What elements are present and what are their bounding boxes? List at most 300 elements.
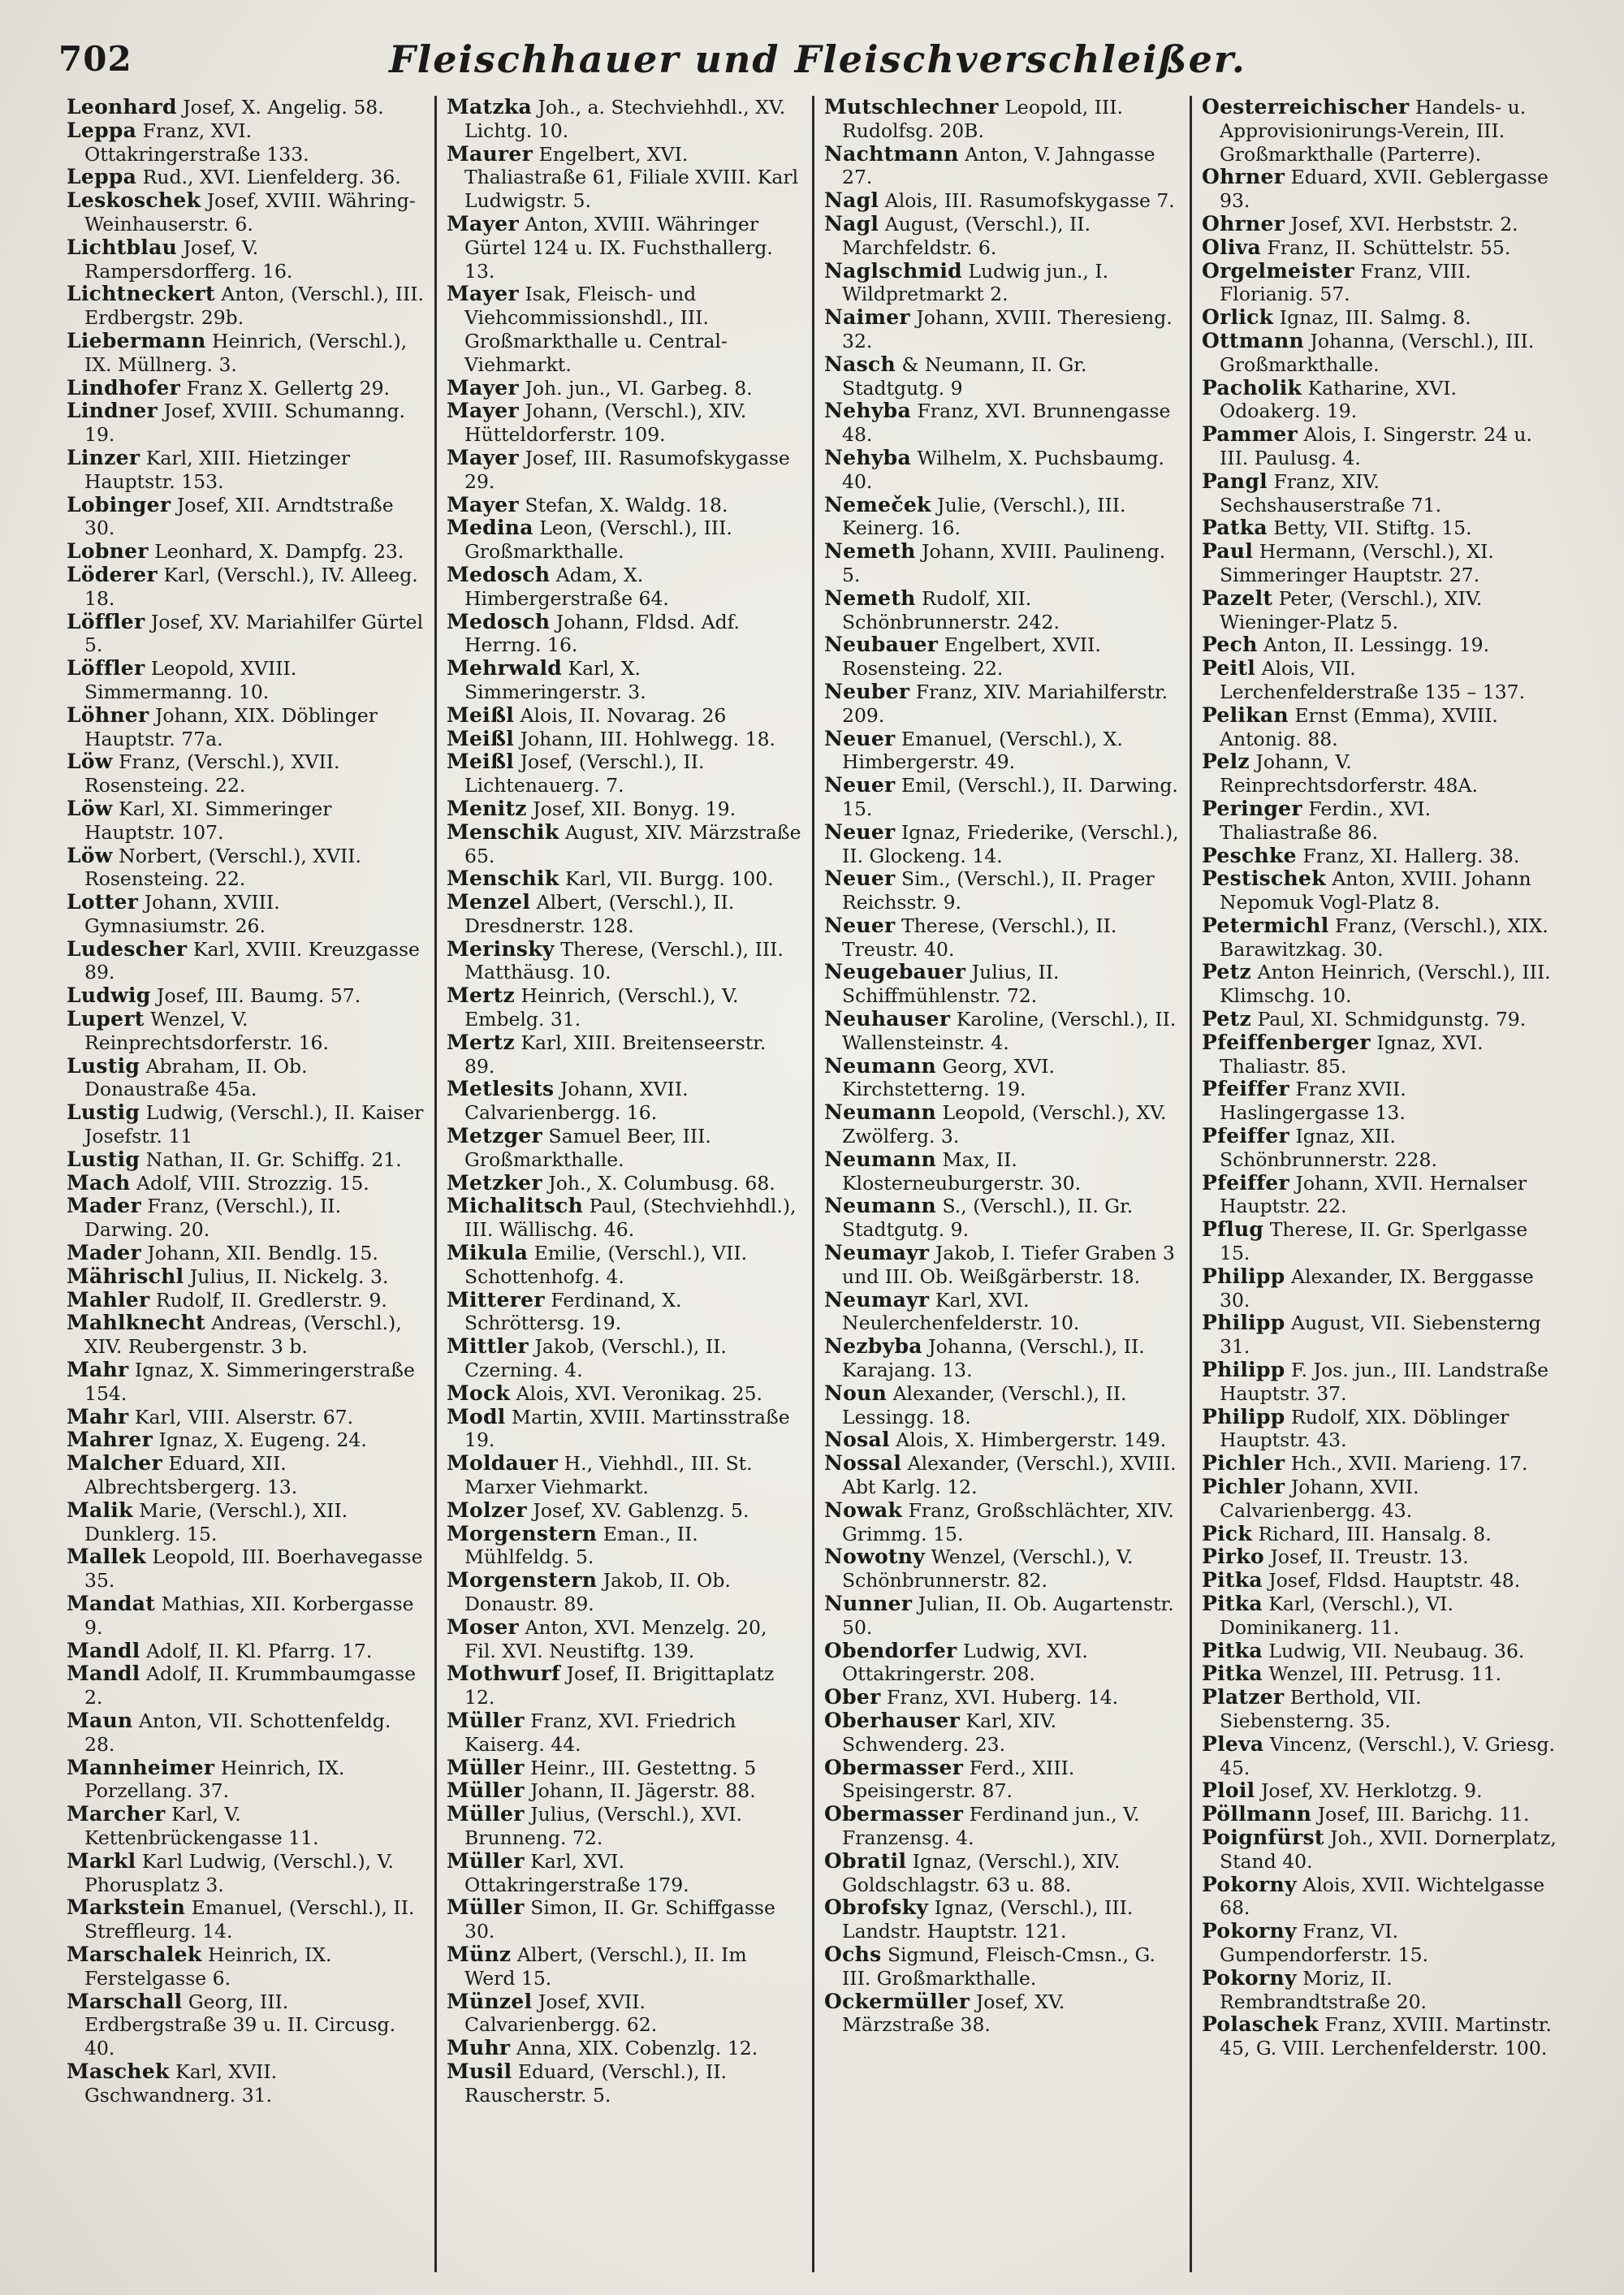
- entry-name: Mayer: [447, 375, 519, 400]
- entry-name: Menschik: [447, 867, 559, 891]
- entry-name: Mandat: [67, 1592, 156, 1615]
- page-title: Fleischhauer und Fleischverschleißer.: [389, 37, 1246, 81]
- entry-name: Metzker: [447, 1170, 542, 1195]
- entry-details: Leopold, XVIII. Simmermanng. 10.: [84, 657, 297, 703]
- directory-entry: [447, 1990, 802, 2038]
- entry-name: Ludwig: [67, 983, 151, 1008]
- directory-entry: [447, 891, 802, 938]
- entry-details: Anton Heinrich, (Verschl.), III. Klimschg. 10.: [1220, 961, 1551, 1008]
- directory-entry: [447, 1172, 802, 1195]
- directory-entry: [67, 750, 425, 797]
- entry-name: Nagl: [824, 188, 879, 213]
- entry-details: Albert, (Verschl.), II. Im Werd 15.: [464, 1943, 747, 1990]
- entry-name: Mannheimer: [67, 1755, 215, 1779]
- entry-details: Josef, XVIII. Schumanng. 19.: [84, 400, 406, 447]
- entry-details: Josef, XVI. Herbststr. 2.: [1290, 212, 1518, 236]
- directory-entry: [447, 704, 802, 728]
- directory-entry: [1202, 1545, 1557, 1569]
- entry-name: Neuer: [824, 819, 896, 844]
- entry-details: Josef, (Verschl.), II. Lichtenauerg. 7.: [464, 750, 705, 797]
- directory-entry: [67, 119, 425, 166]
- directory-entry: [447, 657, 802, 704]
- entry-details: Johann, XVII. Calvarienbergg. 43.: [1220, 1476, 1419, 1522]
- entry-name: Lichtblau: [67, 235, 178, 259]
- directory-entry: [824, 213, 1180, 260]
- directory-entry: [1202, 1125, 1557, 1172]
- entry-details: Berthold, VII. Siebensterng. 35.: [1220, 1686, 1422, 1732]
- entry-details: Josef, V. Rampersdorfferg. 16.: [84, 236, 293, 283]
- directory-entry: [824, 821, 1180, 868]
- entry-name: Leskoschek: [67, 188, 201, 213]
- directory-entry: [447, 1779, 802, 1803]
- directory-entry: [447, 1195, 802, 1242]
- entry-details: Peter, (Verschl.), XIV. Wieninger-Platz 5.: [1220, 586, 1483, 633]
- entry-name: Ottmann: [1202, 328, 1304, 352]
- entry-name: Löw: [67, 796, 113, 820]
- directory-entry: [824, 400, 1180, 447]
- directory-entry: [1202, 213, 1557, 236]
- entry-details: Josef, II. Treustr. 13.: [1270, 1545, 1469, 1569]
- directory-entry: [447, 1335, 802, 1382]
- directory-entry: [1202, 1967, 1557, 2014]
- directory-entry: [824, 914, 1180, 962]
- directory-entry: [67, 1499, 425, 1546]
- entry-name: Orlick: [1202, 305, 1274, 330]
- directory-entry: [824, 1640, 1180, 1687]
- entry-details: Sim., (Verschl.), II. Prager Reichsstr. 9.: [842, 867, 1155, 914]
- directory-entry: [1202, 1826, 1557, 1874]
- entry-name: Musil: [447, 2059, 512, 2083]
- directory-entry: [447, 984, 802, 1031]
- entry-details: Rudolf, XIX. Döblinger Hauptstr. 43.: [1220, 1405, 1510, 1452]
- entry-name: Pfeiffer: [1202, 1077, 1289, 1101]
- entry-name: Pazelt: [1202, 586, 1273, 610]
- entry-name: Leonhard: [67, 96, 177, 119]
- directory-entry: [824, 1686, 1180, 1709]
- entry-details: Joh., X. Columbusg. 68.: [548, 1171, 775, 1195]
- entry-details: Johann, Fldsd. Adf. Herrng. 16.: [464, 610, 740, 657]
- directory-entry: [824, 633, 1180, 681]
- entry-name: Lupert: [67, 1007, 145, 1031]
- entry-name: Nemeth: [824, 586, 916, 610]
- entry-details: Wenzel, III. Petrusg. 11.: [1268, 1662, 1502, 1686]
- entry-details: Adolf, II. Kl. Pfarrg. 17.: [146, 1639, 373, 1662]
- entry-details: Max, II. Klosterneuburgerstr. 30.: [842, 1148, 1082, 1195]
- entry-name: Petz: [1202, 960, 1251, 984]
- entry-details: Ferdin., XVI. Thaliastraße 86.: [1220, 797, 1432, 844]
- entry-details: Alois, VII. Lerchenfelderstraße 135 – 137.: [1220, 657, 1526, 703]
- directory-entry: [824, 728, 1180, 775]
- directory-entry: [447, 96, 802, 143]
- entry-details: Adolf, II. Krummbaumgasse 2.: [84, 1662, 417, 1709]
- directory-entry: [67, 657, 425, 704]
- directory-entry: [447, 1523, 802, 1570]
- entry-name: Paul: [1202, 539, 1254, 564]
- directory-entry: [1202, 1640, 1557, 1663]
- entry-details: Moriz, II. Rembrandtstraße 20.: [1220, 1966, 1427, 2013]
- entry-details: Karl, VII. Burgg. 100.: [564, 867, 774, 891]
- entry-name: Marschalek: [67, 1942, 202, 1966]
- entry-details: Mathias, XII. Korbergasse 9.: [84, 1593, 414, 1639]
- directory-entry: [1202, 961, 1557, 1008]
- directory-entry: [67, 611, 425, 658]
- entry-details: Franz, XVIII. Martinstr. 45, G. VIII. Lerchenfelderstr. 100.: [1220, 2013, 1552, 2060]
- directory-column-1: [57, 96, 434, 2272]
- entry-details: Rudolf, II. Gredlerstr. 9.: [155, 1288, 387, 1312]
- entry-details: Jakob, I. Tiefer Graben 3 und III. Ob. Weißgärberstr. 18.: [842, 1242, 1175, 1288]
- entry-details: Stefan, X. Waldg. 18.: [525, 493, 728, 516]
- directory-entry: [67, 1593, 425, 1640]
- directory-entry: [447, 1452, 802, 1499]
- directory-entry: [824, 1499, 1180, 1546]
- directory-entry: [1202, 516, 1557, 540]
- entry-name: Pelz: [1202, 750, 1250, 774]
- entry-details: Engelbert, XVI. Thaliastraße 61, Filiale XVIII. Karl Ludwigstr. 5.: [464, 142, 799, 213]
- entry-details: Leopold, III. Boerhavegasse 35.: [84, 1545, 423, 1593]
- directory-entry: [447, 1757, 802, 1780]
- directory-entry: [824, 1382, 1180, 1429]
- entry-name: Pfeiffer: [1202, 1170, 1289, 1195]
- directory-entry: [447, 611, 802, 658]
- entry-details: Josef, XV. Mariahilfer Gürtel 5.: [84, 610, 424, 657]
- directory-entry: [824, 681, 1180, 728]
- entry-details: Anton, VII. Schottenfeldg. 28.: [84, 1709, 391, 1756]
- entry-details: Karl Ludwig, (Verschl.), V. Phorusplatz 3.: [84, 1849, 394, 1896]
- entry-name: Neumayr: [824, 1287, 930, 1312]
- entry-details: Julius, II. Schiffmühlenstr. 72.: [842, 961, 1060, 1008]
- directory-entry: [824, 143, 1180, 190]
- directory-entry: [67, 938, 425, 985]
- entry-details: Josef, XV. Herklotzg. 9.: [1260, 1779, 1483, 1803]
- entry-name: Menzel: [447, 890, 531, 914]
- directory-entry: [1202, 1452, 1557, 1476]
- entry-details: Handels- u. Approvisionirungs-Verein, III. Großmarkthalle (Parterre).: [1220, 96, 1527, 166]
- entry-details: Josef, XII. Bonyg. 19.: [533, 797, 736, 820]
- entry-name: Medina: [447, 516, 533, 540]
- entry-name: Markstein: [67, 1895, 186, 1920]
- directory-entry: [67, 1242, 425, 1265]
- directory-entry: [67, 564, 425, 611]
- entry-name: Müller: [447, 1708, 525, 1732]
- entry-details: Julian, II. Ob. Augartenstr. 50.: [842, 1593, 1174, 1639]
- entry-details: Emanuel, (Verschl.), II. Streffleurg. 14.: [84, 1896, 415, 1943]
- directory-entry: [447, 1569, 802, 1616]
- directory-entry: [447, 750, 802, 797]
- entry-name: Neuer: [824, 913, 896, 937]
- entry-name: Pichler: [1202, 1475, 1285, 1499]
- entry-details: Joh., XVII. Dornerplatz, Stand 40.: [1220, 1826, 1557, 1873]
- entry-details: Betty, VII. Stiftg. 15.: [1273, 516, 1472, 540]
- entry-details: Heinr., III. Gestettng. 5: [530, 1756, 757, 1779]
- directory-entry: [1202, 1218, 1557, 1265]
- entry-name: Müller: [447, 1802, 525, 1826]
- entry-name: Pfeiffenberger: [1202, 1030, 1371, 1054]
- entry-details: Johann, XVII. Calvarienbergg. 16.: [464, 1078, 689, 1125]
- entry-details: Johann, XVIII. Gymnasiumstr. 26.: [84, 891, 280, 937]
- entry-name: Nagl: [824, 211, 879, 236]
- directory-entry: [67, 400, 425, 447]
- directory-entry: [1202, 797, 1557, 845]
- entry-details: Heinrich, (Verschl.), IX. Müllnerg. 3.: [84, 329, 408, 376]
- entry-details: Engelbert, XVII. Rosensteing. 22.: [842, 633, 1101, 681]
- directory-entry: [447, 1709, 802, 1757]
- entry-name: Muhr: [447, 2036, 511, 2060]
- entry-name: Ludescher: [67, 936, 188, 961]
- directory-entry: [824, 961, 1180, 1008]
- entry-name: Polaschek: [1202, 2012, 1319, 2037]
- entry-details: Alois, XVI. Veronikag. 25.: [516, 1381, 763, 1405]
- entry-name: Pick: [1202, 1521, 1253, 1545]
- entry-name: Neuer: [824, 726, 896, 750]
- entry-details: Karl, XIII. Breitenseerstr. 89.: [464, 1031, 767, 1078]
- entry-name: Neuber: [824, 679, 910, 703]
- directory-entry: [824, 306, 1180, 353]
- directory-entry: [67, 1312, 425, 1359]
- entry-details: Ludwig, (Verschl.), II. Kaiser Josefstr. 11: [84, 1101, 424, 1148]
- entry-name: Maurer: [447, 141, 533, 166]
- entry-details: Martin, XVIII. Martinsstraße 19.: [464, 1405, 790, 1452]
- entry-name: Petermichl: [1202, 913, 1329, 937]
- entry-name: Mader: [67, 1194, 141, 1218]
- directory-entry: [447, 2060, 802, 2107]
- entry-name: Obermasser: [824, 1802, 964, 1826]
- entry-name: Neumann: [824, 1100, 937, 1125]
- entry-details: Anton, II. Lessingg. 19.: [1263, 633, 1490, 657]
- directory-entry: [67, 1195, 425, 1242]
- entry-details: Franz, XVI. Huberg. 14.: [887, 1686, 1119, 1709]
- entry-details: Johann, II. Jägerstr. 88.: [530, 1779, 756, 1803]
- entry-details: Heinrich, (Verschl.), V. Embelg. 31.: [464, 984, 739, 1031]
- entry-details: Sigmund, Fleisch-Cmsn., G. III. Großmarkthalle.: [842, 1943, 1155, 1990]
- entry-name: Morgenstern: [447, 1568, 598, 1593]
- entry-name: Metlesits: [447, 1077, 555, 1101]
- directory-entry: [1202, 867, 1557, 914]
- entry-name: Nezbyba: [824, 1334, 922, 1359]
- directory-column-4: [1190, 96, 1567, 2272]
- entry-name: Pleva: [1202, 1731, 1264, 1756]
- entry-details: Anton, XVIII. Währinger Gürtel 124 u. IX. Fuchsthallerg. 13.: [464, 212, 773, 283]
- entry-name: Nowotny: [824, 1545, 926, 1569]
- directory-entry: [67, 797, 425, 845]
- directory-entry: [1202, 1008, 1557, 1031]
- entry-details: Isak, Fleisch- und Viehcommissionshdl., III. Großmarkthalle u. Central-Viehmarkt.: [464, 283, 728, 376]
- directory-entry: [447, 2037, 802, 2060]
- entry-name: Nehyba: [824, 445, 911, 469]
- entry-details: Ignaz, XVI. Thaliastr. 85.: [1220, 1031, 1484, 1078]
- entry-name: Marcher: [67, 1802, 166, 1826]
- directory-entry: [67, 1662, 425, 1709]
- entry-details: Josef, III. Barichg. 11.: [1317, 1803, 1530, 1826]
- directory-entry: [67, 1757, 425, 1804]
- directory-entry: [1202, 1874, 1557, 1921]
- entry-name: Pitka: [1202, 1568, 1263, 1593]
- entry-details: Josef, XVIII. Währing-Weinhauserstr. 6.: [84, 189, 416, 236]
- entry-name: Ploil: [1202, 1779, 1255, 1803]
- entry-details: Joh., a. Stechviehhdl., XV. Lichtg. 10.: [464, 96, 786, 142]
- directory-entry: [824, 1593, 1180, 1640]
- entry-details: Karl, XIV. Schwenderg. 23.: [842, 1709, 1057, 1756]
- entry-name: Molzer: [447, 1498, 527, 1522]
- entry-details: Karl, XVIII. Kreuzgasse 89.: [84, 937, 420, 984]
- directory-entry: [67, 189, 425, 236]
- entry-name: Obendorfer: [824, 1638, 957, 1662]
- directory-entry: [67, 1990, 425, 2060]
- directory-entry: [1202, 377, 1557, 424]
- entry-name: Poignfürst: [1202, 1825, 1324, 1849]
- entry-name: Naimer: [824, 305, 910, 330]
- entry-name: Pitka: [1202, 1592, 1263, 1615]
- directory-entry: [824, 1335, 1180, 1382]
- entry-name: Orgelmeister: [1202, 258, 1354, 283]
- entry-details: August, XIV. Märzstraße 65.: [464, 820, 801, 867]
- entry-name: Mandl: [67, 1662, 140, 1686]
- entry-details: Eduard, (Verschl.), II. Rauscherstr. 5.: [464, 2059, 728, 2107]
- directory-entry: [824, 447, 1180, 494]
- directory-entry: [1202, 1779, 1557, 1803]
- directory-entry: [67, 891, 425, 938]
- directory-entry: [447, 1943, 802, 1990]
- directory-column-3: [812, 96, 1190, 2272]
- entry-name: Medosch: [447, 562, 551, 586]
- directory-entry: [447, 1242, 802, 1289]
- entry-name: Mayer: [447, 282, 519, 306]
- directory-entry: [67, 236, 425, 283]
- entry-name: Neumann: [824, 1147, 937, 1171]
- entry-details: Karl, X. Simmeringerstr. 3.: [464, 657, 646, 703]
- entry-details: Ignaz, X. Eugeng. 24.: [158, 1428, 367, 1452]
- entry-name: Obrofsky: [824, 1895, 929, 1920]
- entry-name: Oberhauser: [824, 1708, 961, 1732]
- directory-entry: [1202, 166, 1557, 213]
- directory-entry: [67, 1055, 425, 1102]
- entry-name: Mutschlechner: [824, 96, 999, 119]
- entry-details: Franz, (Verschl.), XVII. Rosensteing. 22.: [84, 750, 340, 797]
- entry-name: Mallek: [67, 1545, 146, 1569]
- directory-entry: [1202, 1172, 1557, 1219]
- entry-details: Julius, (Verschl.), XVI. Brunneng. 72.: [464, 1803, 742, 1849]
- entry-name: Mehrwald: [447, 656, 563, 681]
- entry-name: Maun: [67, 1708, 133, 1732]
- entry-details: Anna, XIX. Cobenzlg. 12.: [516, 2037, 758, 2060]
- entry-name: Nasch: [824, 352, 896, 376]
- directory-entry: [67, 1640, 425, 1663]
- directory-entry: [824, 1545, 1180, 1593]
- entry-details: Emil, (Verschl.), II. Darwing. 15.: [842, 774, 1178, 820]
- entry-details: Ferdinand jun., V. Franzensg. 4.: [842, 1803, 1140, 1849]
- entry-name: Müller: [447, 1755, 525, 1779]
- entry-name: Mach: [67, 1170, 131, 1195]
- entry-details: Johann, III. Hohlwegg. 18.: [520, 727, 775, 750]
- directory-entry: [67, 984, 425, 1008]
- entry-name: Münzel: [447, 1989, 533, 2013]
- entry-details: Franz, (Verschl.), II. Darwing. 20.: [84, 1195, 342, 1242]
- entry-details: Heinrich, IX. Porzellang. 37.: [84, 1756, 345, 1803]
- entry-name: Mahrer: [67, 1428, 153, 1452]
- directory-entry: [447, 1616, 802, 1663]
- entry-details: Franz, XIV. Mariahilferstr. 209.: [842, 680, 1168, 727]
- entry-name: Pacholik: [1202, 375, 1302, 400]
- entry-name: Pitka: [1202, 1638, 1263, 1662]
- entry-name: Mayer: [447, 399, 519, 423]
- entry-details: Julie, (Verschl.), III. Keinerg. 16.: [842, 493, 1126, 540]
- entry-name: Philipp: [1202, 1358, 1285, 1382]
- entry-details: Therese, II. Gr. Sperlgasse 15.: [1220, 1218, 1528, 1265]
- entry-details: Alois, II. Novarag. 26: [520, 703, 727, 727]
- directory-entry: [1202, 1920, 1557, 1967]
- entry-name: Mandl: [67, 1638, 140, 1662]
- entry-details: Therese, (Verschl.), II. Treustr. 40.: [842, 914, 1117, 961]
- entry-details: Josef, XVII. Calvarienbergg. 62.: [464, 1990, 658, 2037]
- entry-name: Mährischl: [67, 1264, 184, 1288]
- entry-details: Paul, XI. Schmidgunstg. 79.: [1257, 1008, 1527, 1031]
- directory-entry: [67, 166, 425, 189]
- entry-details: Adam, X. Himbergerstraße 64.: [464, 563, 669, 610]
- entry-details: Rud., XVI. Lienfelderg. 36.: [142, 166, 401, 189]
- entry-name: Mahr: [67, 1358, 129, 1382]
- directory-entry: [824, 1709, 1180, 1757]
- entry-name: Menitz: [447, 796, 527, 820]
- entry-details: Franz, VI. Gumpendorferstr. 15.: [1220, 1920, 1429, 1966]
- directory-entry: [67, 1289, 425, 1312]
- directory-entry: [1202, 1078, 1557, 1125]
- entry-details: Johann, XVIII. Theresieng. 32.: [842, 306, 1173, 352]
- entry-details: Hermann, (Verschl.), XI. Simmeringer Hauptstr. 27.: [1220, 540, 1494, 586]
- directory-entry: [447, 400, 802, 447]
- directory-entry: [1202, 914, 1557, 962]
- directory-entry: [447, 938, 802, 985]
- entry-name: Patka: [1202, 516, 1268, 540]
- entry-details: Ernst (Emma), XVIII. Antonig. 88.: [1220, 703, 1498, 750]
- entry-name: Mahler: [67, 1287, 150, 1312]
- directory-entry: [1202, 750, 1557, 797]
- entry-details: Alois, III. Rasumofskygasse 7.: [884, 189, 1175, 213]
- directory-entry: [1202, 1569, 1557, 1593]
- directory-entry: [447, 143, 802, 213]
- entry-name: Mitterer: [447, 1287, 545, 1312]
- directory-entry: [824, 774, 1180, 821]
- directory-entry: [1202, 1031, 1557, 1078]
- entry-name: Peringer: [1202, 796, 1302, 820]
- entry-name: Löffler: [67, 656, 145, 681]
- directory-entry: [67, 1101, 425, 1148]
- directory-entry: [824, 1990, 1180, 2038]
- entry-name: Liebermann: [67, 328, 206, 352]
- entry-name: Ohrner: [1202, 165, 1285, 189]
- entry-name: Linzer: [67, 445, 140, 469]
- page-number: 702: [58, 39, 132, 79]
- entry-name: Meißl: [447, 702, 515, 727]
- entry-details: Simon, II. Gr. Schiffgasse 30.: [464, 1896, 775, 1943]
- directory-entry: [1202, 1265, 1557, 1312]
- entry-name: Pirko: [1202, 1545, 1264, 1569]
- directory-entry: [67, 1172, 425, 1195]
- entry-details: Joh. jun., VI. Garbeg. 8.: [525, 376, 753, 400]
- entry-name: Mayer: [447, 445, 519, 469]
- directory-entry: [67, 1008, 425, 1055]
- entry-details: Nathan, II. Gr. Schiffg. 21.: [145, 1148, 402, 1171]
- entry-details: Ludwig jun., I. Wildpretmarkt 2.: [842, 259, 1109, 306]
- entry-name: Metzger: [447, 1124, 542, 1148]
- entry-details: Anton, XVIII. Johann Nepomuk Vogl-Platz 8.: [1220, 867, 1531, 914]
- directory-entry: [447, 377, 802, 400]
- entry-name: Pokorny: [1202, 1965, 1297, 1990]
- entry-details: Johann, XIX. Döblinger Hauptstr. 77a.: [84, 703, 378, 750]
- entry-details: August, VII. Siebensterng 31.: [1220, 1312, 1541, 1359]
- entry-details: Johann, XVII. Hernalser Hauptstr. 22.: [1220, 1171, 1527, 1218]
- entry-name: Pfeiffer: [1202, 1124, 1289, 1148]
- entry-details: Emanuel, (Verschl.), X. Himbergerstr. 49.: [842, 727, 1123, 774]
- entry-details: Paul, (Stechviehhdl.), III. Wällischg. 46.: [464, 1195, 797, 1242]
